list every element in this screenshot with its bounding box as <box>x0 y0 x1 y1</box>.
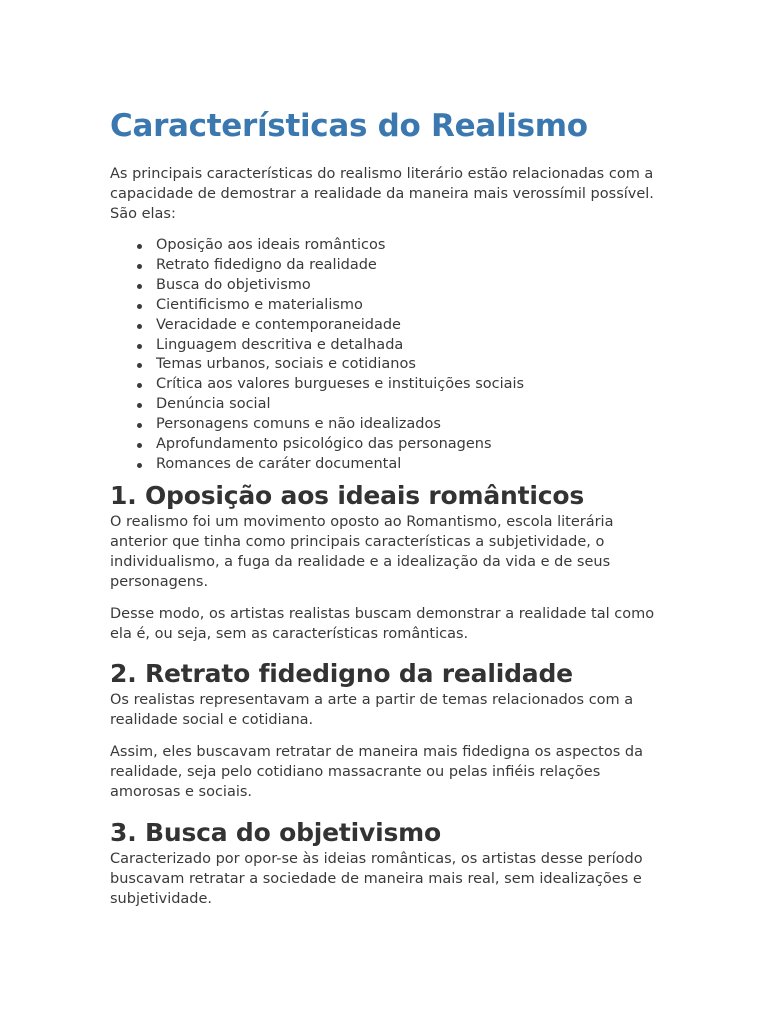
bullet-icon <box>137 324 142 329</box>
list-item-text: Romances de caráter documental <box>156 455 402 472</box>
section-objetivismo <box>110 817 660 909</box>
list-item <box>110 415 660 435</box>
list-item <box>110 336 660 356</box>
list-item <box>110 435 660 455</box>
list-item <box>110 395 660 415</box>
section-heading: 1. Oposição aos ideais românticos <box>110 480 585 510</box>
section-paragraph: Assim, eles buscavam retratar de maneira mais fidedigna os aspectos da realidade, seja pelo cotidiano massacrante ou pelas infiéis relações amorosas e sociais. <box>110 743 643 800</box>
list-item <box>110 355 660 375</box>
bullet-icon <box>137 284 142 289</box>
list-item-text: Crítica aos valores burgueses e instituições sociais <box>156 376 525 393</box>
list-item <box>110 316 660 336</box>
section-oposicao <box>110 480 660 644</box>
bullet-icon <box>137 304 142 309</box>
list-item-text: Busca do objetivismo <box>156 276 311 293</box>
section-paragraph: Os realistas representavam a arte a partir de temas relacionados com a realidade social e cotidiana. <box>110 691 634 728</box>
list-item <box>110 276 660 296</box>
bullet-icon <box>137 443 142 448</box>
list-item-text: Veracidade e contemporaneidade <box>156 316 401 333</box>
section-retrato <box>110 658 660 802</box>
list-item <box>110 455 660 475</box>
list-item-text: Retrato fidedigno da realidade <box>156 256 377 273</box>
list-item-text: Oposição aos ideais românticos <box>156 237 386 253</box>
intro-paragraph: As principais características do realismo literário estão relacionadas com a capacidade de demostrar a realidade da maneira mais verossímil possível. São elas: <box>110 166 654 222</box>
bullet-icon <box>137 423 142 428</box>
section-paragraph: O realismo foi um movimento oposto ao Romantismo, escola literária anterior que tinha como principais características a subjetividade, o individualismo, a fuga da realidade e a idealização da vida e de seus personagens. <box>110 513 614 590</box>
feature-list <box>110 236 660 475</box>
bullet-icon <box>137 344 142 349</box>
list-item-text: Linguagem descritiva e detalhada <box>156 336 404 353</box>
section-heading: 3. Busca do objetivismo <box>110 817 441 847</box>
page-title: Características do Realismo <box>110 108 588 144</box>
list-item-text: Temas urbanos, sociais e cotidianos <box>156 356 416 373</box>
list-item-text: Personagens comuns e não idealizados <box>156 416 441 433</box>
list-item-text: Cientificismo e materialismo <box>156 296 363 313</box>
section-paragraph: Desse modo, os artistas realistas buscam demonstrar a realidade tal como ela é, ou seja, sem as características românticas. <box>110 605 655 642</box>
bullet-icon <box>137 244 142 249</box>
list-item <box>110 236 660 256</box>
section-paragraph: Caracterizado por opor-se às ideias românticas, os artistas desse período buscavam retratar a sociedade de maneira mais real, sem idealizações e subjetividade. <box>110 850 643 907</box>
bullet-icon <box>137 264 142 269</box>
bullet-icon <box>137 463 142 468</box>
list-item <box>110 256 660 276</box>
document-page <box>110 106 660 909</box>
bullet-icon <box>137 403 142 408</box>
list-item <box>110 296 660 316</box>
section-heading: 2. Retrato fidedigno da realidade <box>110 658 573 688</box>
bullet-icon <box>137 363 142 368</box>
bullet-icon <box>137 383 142 388</box>
list-item-text: Aprofundamento psicológico das personagens <box>156 436 492 453</box>
list-item-text: Denúncia social <box>156 396 271 413</box>
list-item <box>110 375 660 395</box>
